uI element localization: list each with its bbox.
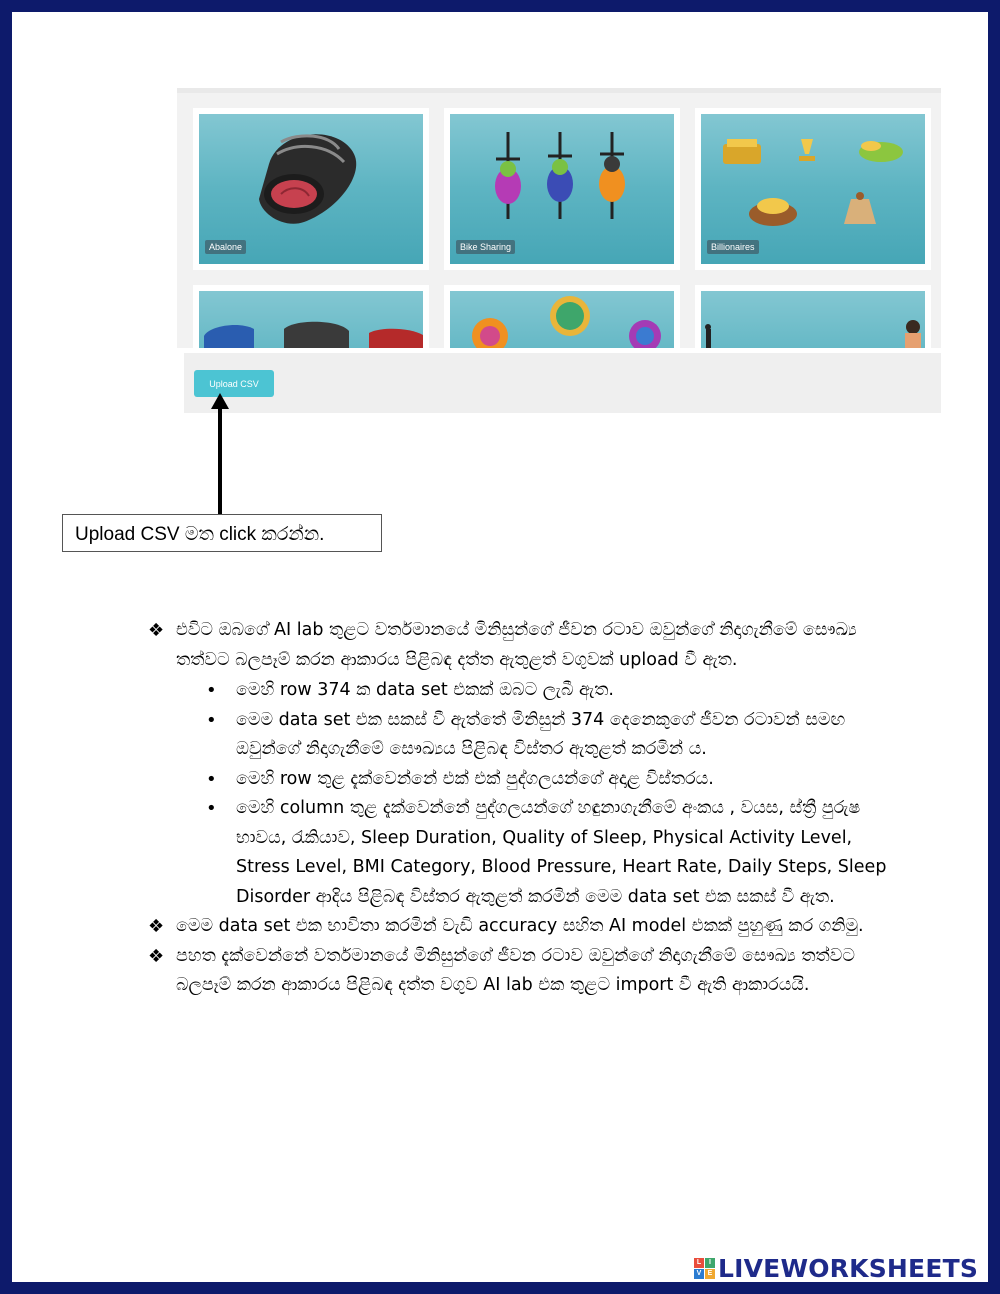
list-item	[148, 794, 888, 912]
logo-letter: V	[694, 1269, 704, 1279]
bullet-icon: •	[206, 680, 217, 701]
list-item	[148, 912, 888, 942]
list-item	[148, 676, 888, 706]
dataset-label: Billionaires	[707, 240, 759, 254]
dataset-label: Abalone	[205, 240, 246, 254]
diamond-bullet-icon: ❖	[148, 916, 165, 937]
callout-box: Upload CSV මත click කරන්න.	[62, 514, 382, 552]
list-item-text: මෙහි column තුළ දැක්වෙන්නේ පුද්ගලයන්ගේ හඳුනාගැනීමේ අංකය , වයස, ස්ත්‍රී පුරුෂ භාවය, රැකියාව, Sleep Duration, Quality of Sleep, Physical Activity Level, Stress Level, BMI Category, Blood Pressure, Heart Rate, Daily Steps, Sleep Disorder ආදිය පිළිබඳ විස්තර ඇතුළත් කරමින් මෙම data set එක සකස් වී ඇත.	[236, 798, 887, 907]
diamond-bullet-icon: ❖	[148, 945, 165, 967]
list-item-text: මෙම data set එක සකස් වී ඇත්තේ මිනිසුන් 374 දෙනෙකුගේ ජීවන රටාවන් සමඟ ඔවුන්ගේ නිදාගැනීමේ සෞඛ්‍යය පිළිබඳ විස්තර ඇතුළත් කරමින් ය.	[236, 709, 846, 759]
logo-mark	[694, 1258, 715, 1279]
list-item	[148, 765, 888, 795]
list-item-text: එවිට ඔබගේ AI lab තුළට වර්තමානයේ මිනිසුන්ගේ ජීවන රටාව ඔවුන්ගේ නිදාගැනීමේ සෞඛ්‍ය තත්වට බලපෑම් කරන ආකාරය පිළිබඳ දත්ත ඇතුළත් වගුවක් upload වී ඇත.	[176, 620, 857, 670]
dataset-thumbnail	[450, 291, 674, 348]
dataset-card-bike-sharing[interactable]	[444, 108, 680, 270]
dataset-card-billionaires[interactable]	[695, 108, 931, 270]
dataset-card-cars[interactable]	[193, 285, 429, 348]
dataset-gallery[interactable]	[177, 88, 941, 348]
list-item	[148, 616, 888, 675]
upload-csv-button[interactable]: Upload CSV	[194, 370, 274, 397]
dataset-card-food[interactable]	[444, 285, 680, 348]
list-item	[148, 942, 888, 1001]
dataset-thumbnail	[701, 291, 925, 348]
list-item-text: මෙම data set එක භාවිතා කරමින් වැඩි accuracy සහිත AI model එකක් පුහුණු කර ගනිමු.	[176, 916, 864, 936]
list-item	[148, 706, 888, 765]
logo-text: LIVEWORKSHEETS	[718, 1253, 979, 1282]
bullet-icon: •	[206, 768, 217, 790]
dataset-card-people[interactable]	[695, 285, 931, 348]
upload-bar	[184, 353, 941, 413]
worksheet-page	[12, 12, 988, 1282]
bullet-icon: •	[206, 798, 217, 819]
list-item-text: මෙහි row තුළ දැක්වෙන්නේ එක් එක් පුද්ගලයන්ගේ අදාළ විස්තරය.	[236, 768, 714, 789]
list-item-text: පහත දැක්වෙන්නේ වර්තමානයේ මිනිසුන්ගේ ජීවන රටාව ඔවුන්ගේ නිදාගැනීමේ සෞඛ්‍ය තත්වට බලපෑම් කරන ආකාරය පිළිබඳ දත්ත වගුව AI lab එක තුළට import වී ඇති ආකාරයයි.	[176, 945, 855, 995]
diamond-bullet-icon: ❖	[148, 620, 165, 641]
bullet-icon: •	[206, 709, 217, 731]
liveworksheets-logo	[694, 1253, 978, 1282]
instruction-list	[148, 616, 888, 1001]
food-icon	[450, 291, 674, 348]
car-icon	[199, 291, 423, 348]
dataset-thumbnail	[199, 114, 423, 264]
logo-letter: E	[705, 1269, 715, 1279]
logo-letter: L	[694, 1258, 704, 1268]
logo-letter: I	[705, 1258, 715, 1268]
dataset-label: Bike Sharing	[456, 240, 515, 254]
dataset-thumbnail	[199, 291, 423, 348]
people-icon	[701, 291, 925, 348]
list-item-text: මෙහි row 374 ක data set එකක් ඔබට ලැබී ඇත.	[236, 680, 614, 700]
dataset-card-abalone[interactable]	[193, 108, 429, 270]
dataset-thumbnail	[450, 114, 674, 264]
arrow-line	[218, 406, 222, 514]
dataset-thumbnail	[701, 114, 925, 264]
